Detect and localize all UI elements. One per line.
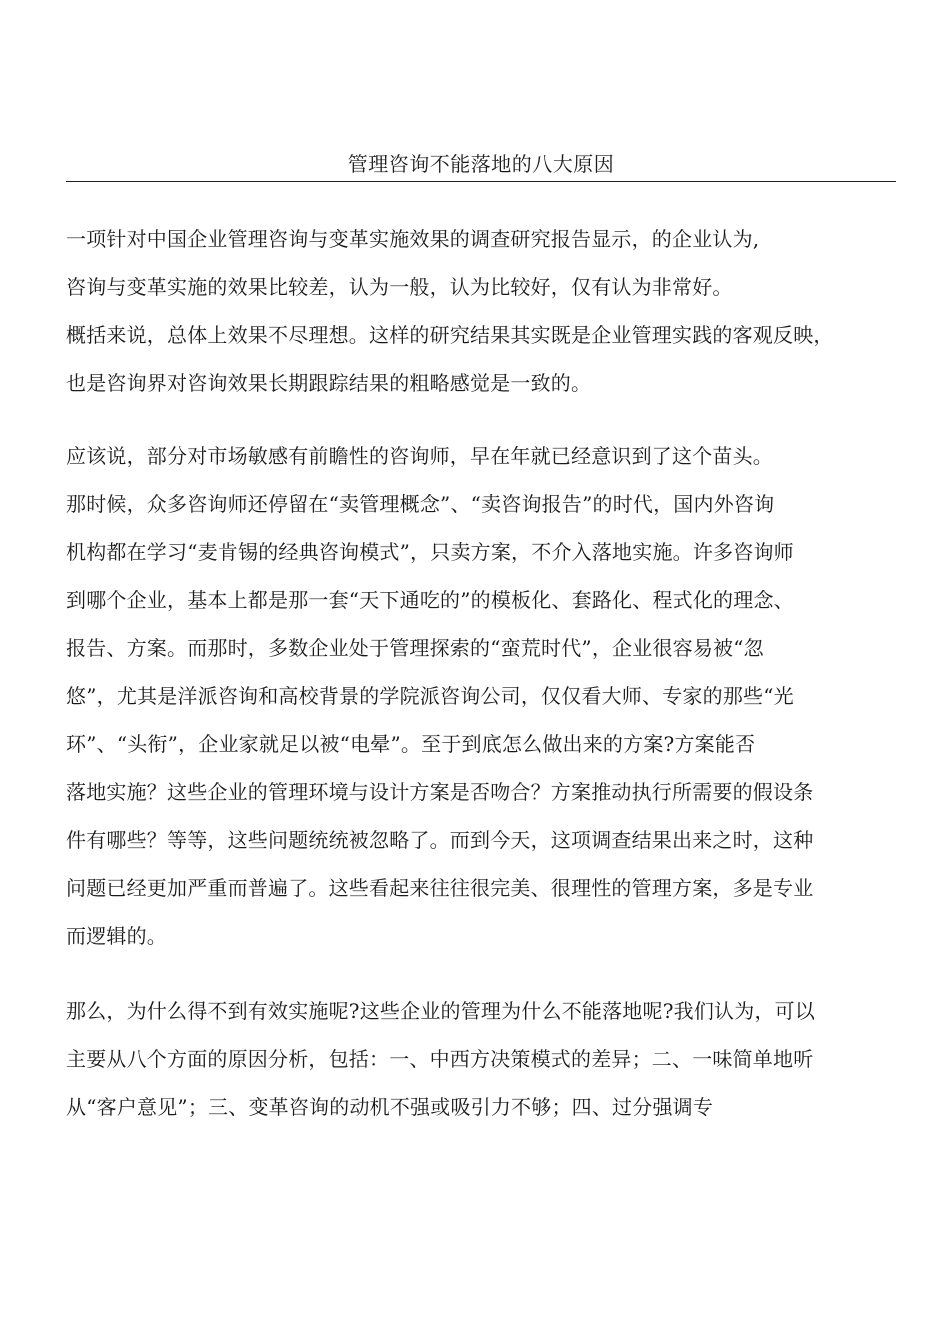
paragraph-line: 也是咨询界对咨询效果长期跟踪结果的粗略感觉是一致的。 [66, 371, 592, 395]
paragraph-line: 件有哪些？等等，这些问题统统被忽略了。而到今天，这项调查结果出来之时，这种 [66, 828, 814, 852]
paragraph-line: 问题已经更加严重而普遍了。这些看起来往往很完美、很理性的管理方案，多是专业 [66, 876, 814, 900]
paragraph-line: 咨询与变革实施的效果比较差，认为一般，认为比较好，仅有认为非常好。 [66, 275, 733, 299]
paragraph-line: 应该说，部分对市场敏感有前瞻性的咨询师，早在年就已经意识到了这个苗头。 [66, 444, 773, 468]
title-underline [66, 181, 896, 182]
paragraph-line: 主要从八个方面的原因分析，包括：一、中西方决策模式的差异；二、一味简单地听 [66, 1047, 814, 1071]
paragraph-line: 到哪个企业，基本上都是那一套“天下通吃的”的模板化、套路化、程式化的理念、 [66, 588, 794, 612]
page-title: 管理咨询不能落地的八大原因 [347, 152, 615, 176]
paragraph-line: 那么，为什么得不到有效实施呢?这些企业的管理为什么不能落地呢?我们认为，可以 [66, 999, 816, 1023]
paragraph-line: 报告、方案。而那时，多数企业处于管理探索的“蛮荒时代”，企业很容易被“忽 [66, 636, 764, 660]
paragraph-line: 落地实施？这些企业的管理环境与设计方案是否吻合？方案推动执行所需要的假设条 [66, 780, 814, 804]
paragraph-line: 概括来说，总体上效果不尽理想。这样的研究结果其实既是企业管理实践的客观反映， [66, 323, 834, 347]
paragraph-line: 机构都在学习“麦肯锡的经典咨询模式”，只卖方案，不介入落地实施。许多咨询师 [66, 540, 794, 564]
paragraph-line: 那时候，众多咨询师还停留在“卖管理概念”、“卖咨询报告”的时代，国内外咨询 [66, 492, 775, 516]
paragraph-line: 环”、“头衔”，企业家就足以被“电晕”。至于到底怎么做出来的方案?方案能否 [66, 732, 756, 756]
paragraph-line: 一项针对中国企业管理咨询与变革实施效果的调查研究报告显示，的企业认为, [66, 227, 760, 251]
paragraph-line: 悠”，尤其是洋派咨询和高校背景的学院派咨询公司，仅仅看大师、专家的那些“光 [66, 684, 794, 708]
paragraph-line: 从“客户意见”；三、变革咨询的动机不强或吸引力不够；四、过分强调专 [66, 1095, 714, 1119]
paragraph-line: 而逻辑的。 [66, 924, 167, 948]
